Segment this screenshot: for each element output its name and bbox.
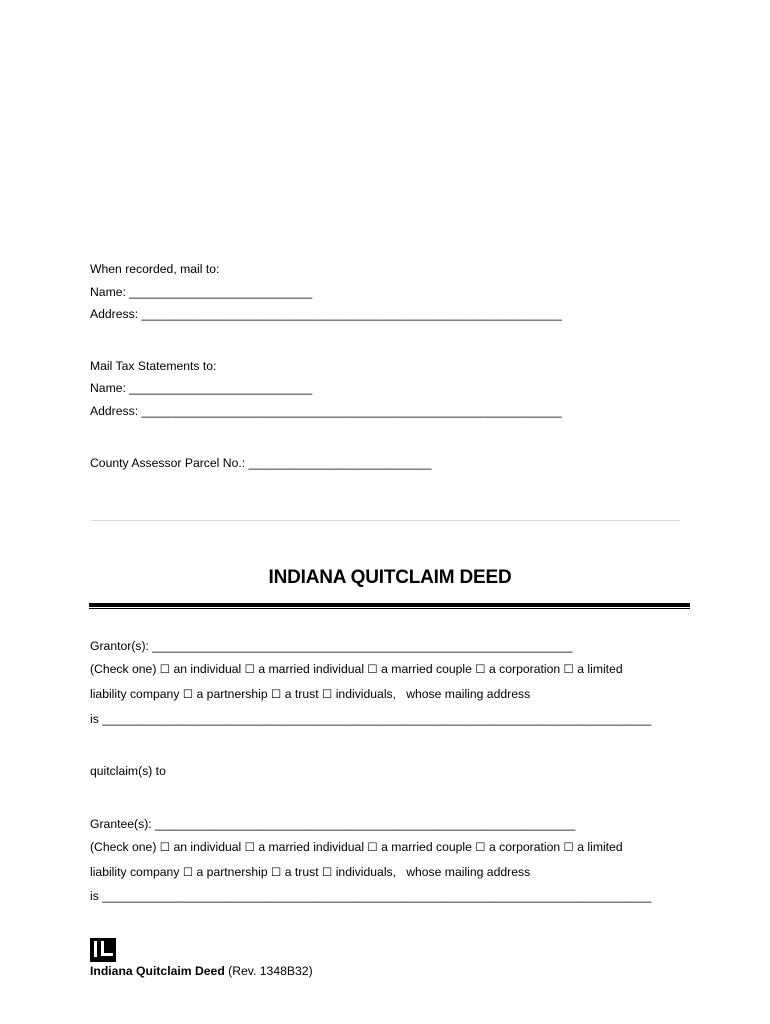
- option-label: a limited: [577, 840, 623, 854]
- option-label: a trust: [284, 687, 319, 701]
- checkbox-individual[interactable]: ☐: [159, 840, 171, 854]
- grantee-address-field[interactable]: is _________________________________________________________________________________: [90, 889, 652, 903]
- option-label: a married individual: [258, 662, 365, 676]
- recorded-heading: When recorded, mail to:: [90, 262, 220, 276]
- checkbox-trust[interactable]: ☐: [271, 865, 282, 879]
- option-label: a partnership: [196, 687, 268, 701]
- option-label: individuals,: [335, 865, 397, 879]
- option-label: a trust: [284, 865, 319, 879]
- checkbox-individual[interactable]: ☐: [159, 662, 171, 676]
- checkbox-married-individual[interactable]: ☐: [244, 662, 255, 676]
- checkbox-married-couple[interactable]: ☐: [367, 840, 378, 854]
- title-underline: [89, 603, 690, 607]
- address-intro: whose mailing address: [406, 687, 531, 701]
- checkbox-llc[interactable]: ☐: [563, 840, 574, 854]
- checkbox-corporation[interactable]: ☐: [475, 840, 486, 854]
- page-title: INDIANA QUITCLAIM DEED: [268, 567, 512, 588]
- section-divider: [91, 520, 680, 521]
- footer-revision: (Rev. 1348B32): [228, 964, 313, 978]
- grantor-check-row-2: [90, 687, 530, 701]
- option-label: a corporation: [489, 840, 561, 854]
- checkbox-partnership[interactable]: ☐: [182, 687, 194, 701]
- checkbox-partnership[interactable]: ☐: [182, 865, 194, 879]
- grantee-check-row-2: [90, 865, 530, 879]
- checkbox-individuals[interactable]: ☐: [322, 687, 333, 701]
- option-label: a married couple: [381, 840, 472, 854]
- footer: [90, 964, 313, 978]
- grantor-check-row-1: [90, 662, 623, 676]
- address-intro: whose mailing address: [406, 865, 531, 879]
- tax-heading: Mail Tax Statements to:: [90, 359, 217, 373]
- check-label: (Check one): [90, 840, 157, 854]
- option-label: a married couple: [381, 662, 472, 676]
- recorded-address-field[interactable]: Address: ______________________________________________________________: [90, 307, 562, 321]
- recorded-name-field[interactable]: Name: ___________________________: [90, 285, 313, 299]
- option-label: a partnership: [196, 865, 268, 879]
- grantee-field[interactable]: Grantee(s): ______________________________________________________________: [90, 817, 576, 831]
- grantee-check-row-1: [90, 840, 623, 854]
- option-label: an individual: [173, 662, 242, 676]
- grantor-address-field[interactable]: is _________________________________________________________________________________: [90, 712, 652, 726]
- option-label: a married individual: [258, 840, 365, 854]
- grantor-field[interactable]: Grantor(s): ______________________________________________________________: [90, 639, 573, 653]
- footer-doc-name: Indiana Quitclaim Deed: [90, 964, 225, 978]
- quitclaim-text: quitclaim(s) to: [90, 764, 166, 778]
- option-label: liability company: [90, 865, 180, 879]
- legal-templates-logo-icon: [90, 938, 116, 962]
- title-underline-thin: [89, 608, 690, 609]
- option-label: liability company: [90, 687, 180, 701]
- option-label: a limited: [577, 662, 623, 676]
- check-label: (Check one): [90, 662, 157, 676]
- checkbox-corporation[interactable]: ☐: [475, 662, 486, 676]
- checkbox-married-individual[interactable]: ☐: [244, 840, 255, 854]
- checkbox-married-couple[interactable]: ☐: [367, 662, 378, 676]
- option-label: a corporation: [489, 662, 561, 676]
- checkbox-trust[interactable]: ☐: [271, 687, 282, 701]
- option-label: individuals,: [335, 687, 397, 701]
- tax-address-field[interactable]: Address: ______________________________________________________________: [90, 404, 562, 418]
- checkbox-individuals[interactable]: ☐: [322, 865, 333, 879]
- option-label: an individual: [173, 840, 242, 854]
- tax-name-field[interactable]: Name: ___________________________: [90, 381, 313, 395]
- parcel-number-field[interactable]: County Assessor Parcel No.: ___________________________: [90, 456, 432, 470]
- checkbox-llc[interactable]: ☐: [563, 662, 574, 676]
